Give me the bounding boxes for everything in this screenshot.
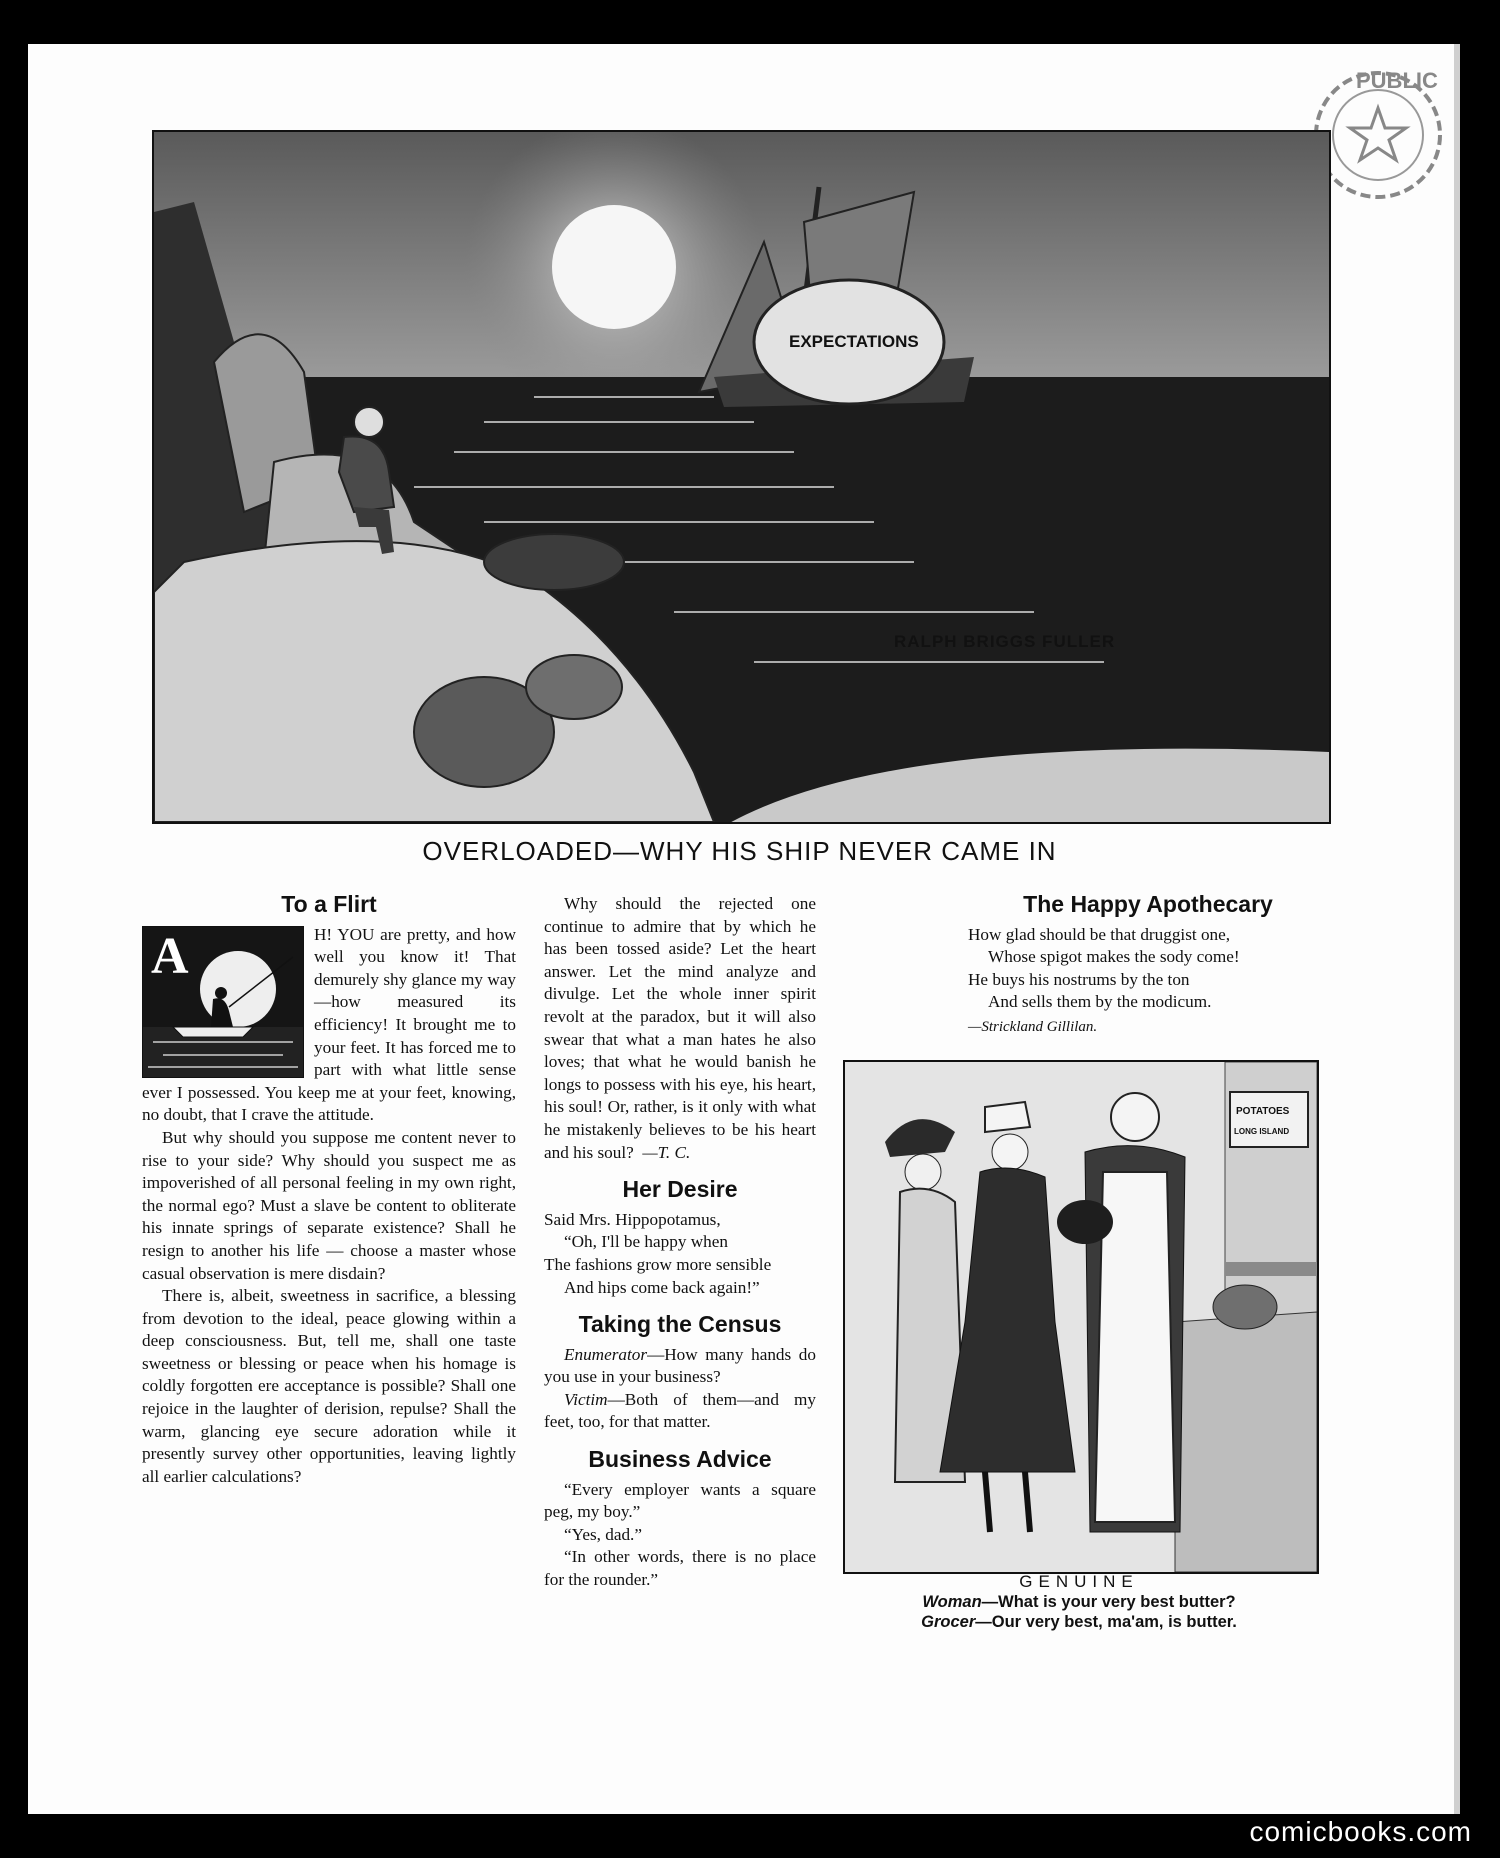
flirt-paragraph-2: But why should you suppose me content never to rise to your side? Why should you suspect me as impoverished of all personal feeling in my own right, the normal ego? Must a slave be content to obliterate his innate springs of separate existence? Shall he resign to another his life — choose a master whose casual observation is mere disdain? (142, 1127, 516, 1283)
woman-line: Woman—What is your very best butter? (922, 1593, 1236, 1611)
grocer-line: Grocer—Our very best, ma'am, is butter. (921, 1613, 1237, 1631)
flirt-signature: —T. C. (642, 1142, 691, 1162)
apothecary-verse: How glad should be that druggist one, Whose spigot makes the sody come! He buys his nostrums by the ton And sells them by the modicum. —Strickland Gillilan. (968, 924, 1328, 1039)
advice-line-1: “Every employer wants a square peg, my boy.” (544, 1479, 816, 1522)
main-cartoon (152, 130, 1331, 824)
moon (552, 205, 676, 329)
census-question: Enumerator—How many hands do you use in your business? (544, 1344, 816, 1387)
column-2 (544, 893, 816, 1592)
potatoes-sign (1230, 1092, 1308, 1147)
column-3 (968, 893, 1328, 1039)
apothecary-title: The Happy Apothecary (1023, 891, 1273, 917)
page-edge (1454, 44, 1460, 1814)
flirt-paragraph-3: There is, albeit, sweetness in sacrifice, a blessing from devotion to the ideal, peace glowing within a deep consciousness. But, tell me, shall one taste sweetness or blessing or peace when his homage is coldly forgotten ere acceptance is possible? Shall one rejoice in the laughter of derision, repulse? Shall the warm, glancing eye secure adoration while it presently survey other opportunities, leaving lightly all earlier calculations? (142, 1286, 516, 1486)
desire-title: Her Desire (622, 1176, 738, 1203)
svg-text:PUBLIC: PUBLIC (1356, 68, 1438, 93)
advice-line-3: “In other words, there is no place for the rounder.” (544, 1547, 816, 1590)
grocer-cartoon (843, 1060, 1319, 1574)
site-watermark: comicbooks.com (1249, 1816, 1472, 1847)
main-cartoon-art (154, 132, 1329, 822)
fisherman-illustration (142, 926, 304, 1078)
advice-line-2: “Yes, dad.” (564, 1524, 642, 1544)
desire-verse: Said Mrs. Hippopotamus, “Oh, I'll be happy when The fashions grow more sensible And hips come back again!” (544, 1209, 772, 1297)
flirt-paragraph-1: H! YOU are pretty, and how well you know it! That demurely shy glance my way—how measured its efficiency! It brought me to your feet. It has forced me to part with what little sense ever I possessed. You keep me at your feet, knowing, no doubt, that I crave the attitude. (142, 924, 516, 1125)
census-answer: Victim—Both of them—and my feet, too, for that matter. (544, 1389, 816, 1432)
apothecary-signature: —Strickland Gillilan. (968, 1018, 1098, 1035)
advice-title: Business Advice (588, 1446, 772, 1473)
svg-text:LONG ISLAND: LONG ISLAND (1234, 1127, 1290, 1136)
artist-signature: RALPH BRIGGS FULLER (894, 632, 1116, 651)
census-title: Taking the Census (578, 1311, 782, 1338)
flirt-cont-text: Why should the rejected one continue to admire that by which he has been tossed aside? Let the heart answer. Let the mind analyze and divulge. Let the whole inner spirit revolt at the paradox, but it will also swear that what a man hates he also loves; that what he would banish he longs to possess with his eye, his heart, his soul! Or, rather, is it only with what he mistakenly believes to be his heart and his soul? (544, 894, 816, 1162)
flirt-continued (544, 893, 816, 1164)
svg-text:EXPECTATIONS: EXPECTATIONS (789, 332, 919, 351)
main-caption: OVERLOADED—WHY HIS SHIP NEVER CAME IN (422, 836, 1057, 866)
flirt-title: To a Flirt (281, 891, 377, 917)
grocer-caption (843, 1572, 1315, 1632)
grocer-title: GENUINE (1019, 1572, 1139, 1591)
svg-text:POTATOES: POTATOES (1236, 1106, 1290, 1117)
column-1 (142, 893, 516, 1488)
drop-cap: A (151, 927, 189, 985)
